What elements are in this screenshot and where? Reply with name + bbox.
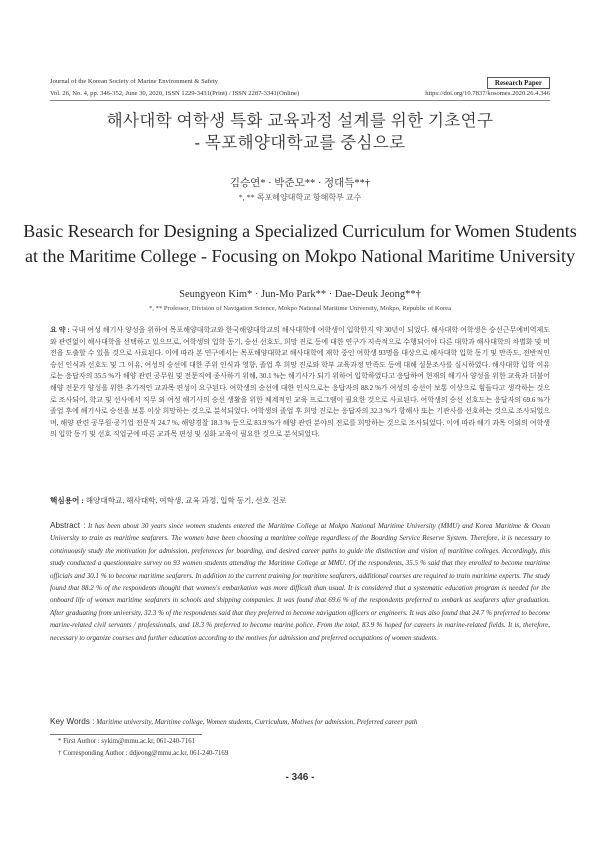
article-type-badge: Research Paper <box>487 77 550 89</box>
footnote-corresponding-author: † Corresponding Author : ddjeong@mmu.ac.kr, 061-240-7169 <box>58 750 229 757</box>
keywords-korean-label: 핵심용어 : <box>50 496 84 505</box>
footnote-divider <box>50 734 202 735</box>
doi-link[interactable]: https://doi.org/10.7837/kosomes.2020.26.4.346 <box>425 90 550 97</box>
authors-korean: 김승연* · 박준모** · 정대득**† <box>229 178 371 189</box>
footnote-first-author: * First Author : sykim@mmu.ac.kr, 061-240-7161 <box>58 738 196 745</box>
title-english-line2: at the Maritime College - Focusing on Mokpo National Maritime University <box>25 246 575 266</box>
title-english-line1: Basic Research for Designing a Specialized Curriculum for Women Students <box>23 221 577 241</box>
abstract-korean-text: 국내 여성 해기사 양성을 위하여 목포해양대학교와 한국해양대학교의 해사대학에 여학생이 입학한지 약 30년이 되었다. 해사대학 여학생은 승선근무예비역제도와 관련없이 해사대학을 선택하고 있으므로, 여학생의 입학 동기, 승선 선호도, 희망 진로 등에 대한 연구가 지속적으로 수행되어야 다른 대학과 해사대학의 차별화 및 비전을 도출할 수 있을 것으로 사료된다. 이에 따라 본 연구에서는 목포해양대학교 해사대학에 재학 중인 여학생 93명을 대상으로 해사대학 입학 동기 및 만족도, 전반적인 승선 인식과 선호도 및 그 이유, 여성의 승선에 대한 주위 인식과 영향, 졸업 후 희망 진로와 학부 교육과정 만족도 등에 대해 설문조사를 실시하였다. 해사대학 입학 이유로는 응답자의 35.5 %가 해양 관련 공무원 및 전문직에 종사하기 위해, 30.1 %는 해기사가 되기 위하여 입학하였다고 응답하여 현재의 해기사 양성을 위한 교육과 더불어 해양 전문가 양성을 위한 추가적인 교과목 편성이 요구된다. 여학생의 승선에 대한 인식으로는 응답자의 88.2 %가 여성의 승선이 보통 이상으로 힘들다고 생각하는 것으로 조사되어, 학교 및 선사에서 직무 외 여성 해기사의 승선 생활을 위한 체계적인 교육 프로그램이 필요한 것으로 사료된다. 여학생의 승선 선호도는 응답자의 69.6 %가 졸업 후에 해기사로 승선을 보통 이상 희망하는 것으로 분석되었다. 여학생의 졸업 후 희망 진로는 응답자의 32.3 %가 항해사 또는 기관사를 선호하는 것으로 조사되었으며, 해양 관련 공무원·공기업 전문직 24.7 %, 해양경찰 18.3 % 등으로 83.9 %가 해양 관련 분야의 진로를 희망하는 것으로 조사되었다. 이에 따라 해기 과목 이외의 여학생의 입학 동기 및 선호 직업군에 따른 교과목 편성 및 심화 교육이 필요한 것으로 분석되었다. <box>50 326 551 439</box>
abstract-english-label: Abstract : <box>50 521 86 530</box>
journal-name: Journal of the Korean Society of Marine Environment & Safety <box>50 78 218 85</box>
abstract-english-text: It has been about 30 years since women students entered the Maritime College at Mokpo National Maritime University (MMU) and Korea Maritime & Ocean University to train as maritime seafarers. The women have been choosing a maritime college regardless of the Boarding Service Reserve System. Therefore, it is necessary to continuously study the motivation for admission, preferences for boarding, and desired career paths to guide the distinction and vision of maritime colleges. Accordingly, this study conducted a questionnaire survey on 93 women students attending the Maritime College at MMU. Of the respondents, 35.5 % said that they enrolled to become maritime officials and 30.1 % to become maritime seafarers. In addition to the current training for maritime seafarers, additional courses are required to train maritime experts. The study found that 88.2 % of the respondents thought that women's embarkation was more difficult than usual. It is considered that a systematic education program is needed for the onboard life of women maritime seafarers in schools and shipping companies. It was found that 69.6 % of the respondents preferred to embark as seafarers after graduation. After graduating from university, 32.3 % of the respondents said that they preferred to become navigation officers or engineers. It was also found that 24.7 % preferred to become marine-related civil servants / professionals, and 18.3 % preferred to become marine police. From the total, 83.9 % hoped for careers in marine-related fields. It is, therefore, necessary to organize courses and further education according to the motives for admission and preferred occupations of women students. <box>50 522 551 642</box>
affiliation-korean: *, ** 목포해양대학교 항해학부 교수 <box>238 193 362 202</box>
title-korean-line2: - 목포해양대학교를 중심으로 <box>194 133 406 152</box>
abstract-korean <box>50 325 550 441</box>
abstract-english <box>50 520 550 644</box>
keywords-english <box>50 717 550 726</box>
keywords-korean-text: 해양대학교, 해사대학, 여학생, 교육 과정, 입학 동기, 선호 진로 <box>85 496 287 505</box>
title-korean-line1: 해사대학 여학생 특화 교육과정 설계를 위한 기초연구 <box>106 111 494 130</box>
keywords-korean <box>50 495 550 506</box>
keywords-english-text: Maritime university, Maritime college, Women students, Curriculum, Motives for admission, Preferred career path <box>96 718 418 726</box>
abstract-korean-label: 요 약 : <box>50 326 70 334</box>
journal-info: Vol. 26, No. 4, pp. 346-352, June 30, 2020, ISSN 1229-3431(Print) / ISSN 2287-3341(Online) <box>50 90 300 97</box>
header-divider <box>50 100 550 101</box>
affiliation-english: *, ** Professor, Division of Navigation Science, Mokpo National Maritime University, Mokpo, Republic of Korea <box>148 305 452 312</box>
keywords-english-label: Key Words : <box>50 717 95 726</box>
page-number: - 346 - <box>285 772 315 783</box>
authors-english: Seungyeon Kim* · Jun-Mo Park** · Dae-Deuk Jeong**† <box>179 289 421 300</box>
